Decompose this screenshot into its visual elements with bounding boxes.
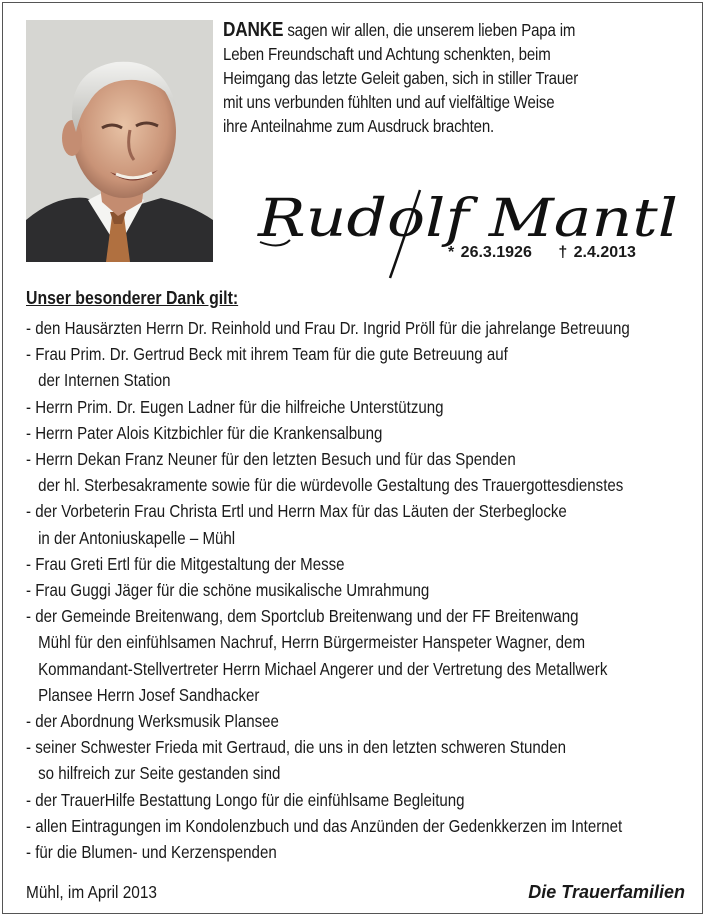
thanks-item: - der Vorbeterin Frau Christa Ertl und Herrn Max für das Läuten der Sterbeglocke bbox=[26, 501, 567, 522]
thanks-item: - der TrauerHilfe Bestattung Longo für die einfühlsame Begleitung bbox=[26, 789, 465, 810]
intro-lead-word: DANKE bbox=[223, 19, 284, 41]
thanks-item: - Frau Greti Ertl für die Mitgestaltung der Messe bbox=[26, 553, 345, 574]
portrait-photo bbox=[26, 20, 213, 262]
thanks-item: - der Gemeinde Breitenwang, dem Sportclub Breitenwang und der FF Breitenwang bbox=[26, 606, 579, 627]
thanks-item-continuation: in der Antoniuskapelle – Mühl bbox=[38, 527, 236, 548]
thanks-heading: Unser besonderer Dank gilt: bbox=[26, 288, 239, 308]
thanks-item: - Frau Guggi Jäger für die schöne musikalische Umrahmung bbox=[26, 580, 430, 601]
intro-line: Heimgang das letzte Geleit gaben, sich in stiller Trauer bbox=[223, 68, 579, 88]
thanks-item-continuation: Mühl für den einfühlsamen Nachruf, Herrn Bürgermeister Hanspeter Wagner, dem bbox=[38, 632, 586, 653]
thanks-item: - für die Blumen- und Kerzenspenden bbox=[26, 842, 277, 863]
intro-line: ihre Anteilnahme zum Ausdruck brachten. bbox=[223, 116, 495, 136]
thanks-item-continuation: Kommandant-Stellvertreter Herrn Michael Angerer und der Vertretung des Metallwerk bbox=[38, 658, 608, 679]
intro-first-line-rest: sagen wir allen, die unserem lieben Papa im bbox=[283, 20, 576, 40]
thanks-item: - seiner Schwester Frieda mit Gertraud, die uns in den letzten schweren Stunden bbox=[26, 737, 566, 758]
family-signature: Die Trauerfamilien bbox=[528, 882, 685, 902]
death-date: † 2.4.2013 bbox=[558, 244, 636, 261]
thanks-item-continuation: Plansee Herrn Josef Sandhacker bbox=[38, 684, 260, 705]
life-dates bbox=[448, 244, 636, 262]
intro-first-line bbox=[223, 18, 619, 42]
thanks-item: - allen Eintragungen im Kondolenzbuch und das Anzünden der Gedenkkerzen im Internet bbox=[26, 815, 623, 836]
intro-paragraph bbox=[223, 18, 619, 138]
intro-line: Leben Freundschaft und Achtung schenkten, beim bbox=[223, 44, 551, 64]
thanks-item: - Herrn Prim. Dr. Eugen Ladner für die hilfreiche Unterstützung bbox=[26, 396, 444, 417]
thanks-list bbox=[26, 315, 681, 865]
intro-line: mit uns verbunden fühlten und auf vielfältige Weise bbox=[223, 92, 555, 112]
thanks-item-continuation: so hilfreich zur Seite gestanden sind bbox=[38, 763, 281, 784]
thanks-item: - Herrn Dekan Franz Neuner für den letzten Besuch und für das Spenden bbox=[26, 449, 516, 470]
thanks-item-continuation: der Internen Station bbox=[38, 370, 171, 391]
place-and-date: Mühl, im April 2013 bbox=[26, 882, 157, 902]
deceased-name-script bbox=[250, 170, 695, 280]
deceased-name: Rudolf Mantl bbox=[256, 189, 678, 249]
birth-date: * 26.3.1926 bbox=[448, 244, 532, 261]
thanks-item: - der Abordnung Werksmusik Plansee bbox=[26, 711, 279, 732]
thanks-item: - den Hausärzten Herrn Dr. Reinhold und Frau Dr. Ingrid Pröll für die jahrelange Betreuung bbox=[26, 318, 630, 338]
thanks-item: - Herrn Pater Alois Kitzbichler für die Krankensalbung bbox=[26, 422, 383, 443]
thanks-item-continuation: der hl. Sterbesakramente sowie für die würdevolle Gestaltung des Trauergottesdienstes bbox=[38, 475, 624, 496]
thanks-item: - Frau Prim. Dr. Gertrud Beck mit ihrem Team für die gute Betreuung auf bbox=[26, 344, 508, 365]
